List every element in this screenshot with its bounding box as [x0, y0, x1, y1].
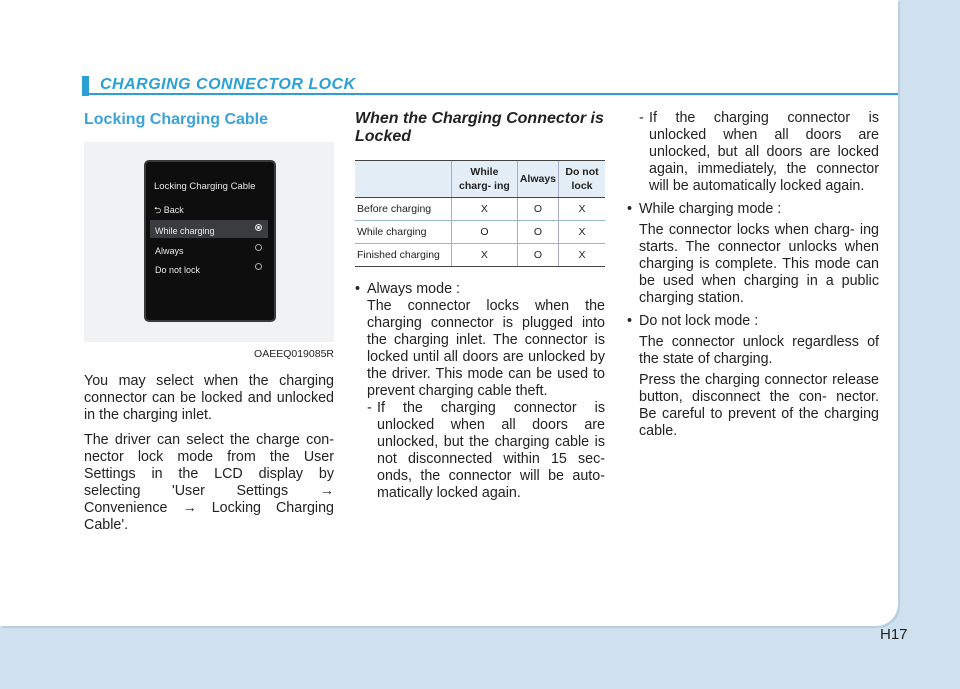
- table-row: [355, 244, 605, 267]
- page-number: H17: [880, 626, 908, 643]
- lcd-option-always[interactable]: [150, 240, 268, 258]
- table-cell: Before charging: [355, 198, 452, 221]
- table-row: [355, 221, 605, 244]
- table-cell: Finished charging: [355, 244, 452, 267]
- dash-text: If the charging connector is unlocked when all doors are unlocked, but all doors are locked again, immediately, the connector will be automatically locked again.: [649, 110, 879, 194]
- radio-empty-icon: [255, 263, 262, 270]
- radio-empty-icon: [255, 244, 262, 251]
- table-row: [355, 198, 605, 221]
- heading-locking-charging-cable: Locking Charging Cable: [84, 111, 269, 128]
- bullet-do-not-lock-mode: • Do not lock mode :: [627, 313, 879, 330]
- table-header-cell: While charg- ing: [452, 161, 518, 198]
- lcd-option-while-charging[interactable]: [150, 220, 268, 238]
- lcd-screen-figure: [84, 142, 334, 342]
- lcd-option-do-not-lock[interactable]: [150, 259, 268, 277]
- lock-mode-table: [355, 160, 605, 267]
- bullet-always-mode: • Always mode :: [355, 281, 605, 298]
- column-middle: [355, 110, 605, 502]
- dash-item: - If the charging connector is unlocked when all doors are unlocked, but all doors are locked again, immediately, the connector will be automatically locked again.: [639, 110, 879, 194]
- table-cell: O: [517, 221, 558, 244]
- header-rule: [82, 93, 898, 95]
- paragraph: Press the charging connector release button, disconnect the con- nector. Be careful to prevent of the charging cable.: [639, 372, 879, 439]
- table-cell: X: [452, 198, 518, 221]
- section-header: [82, 76, 898, 96]
- paragraph: The driver can select the charge con- nector lock mode from the User Settings in the LCD display by selecting 'User Settings → Convenience → Locking Charging Cable'.: [84, 432, 334, 533]
- column-right: [627, 110, 879, 440]
- heading-when-locked: When the Charging Connector is Locked: [355, 110, 604, 145]
- table-cell: O: [517, 198, 558, 221]
- column-left: [84, 110, 334, 542]
- paragraph: You may select when the charging connector can be locked and unlocked in the charging inlet.: [84, 373, 334, 423]
- paragraph: The connector locks when the charging connector is plugged into the charging inlet. The connector is locked until all doors are unlocked by the driver. This mode can be used to prevent charging cable theft.: [367, 298, 605, 399]
- table-header-cell: [355, 161, 452, 198]
- table-cell: X: [559, 198, 605, 221]
- figure-code: OAEEQ019085R: [254, 348, 334, 360]
- dash-item: - If the charging connector is unlocked when all doors are unlocked, but the charging cable is not disconnected within 15 sec- onds, the connector will be auto- matically locked again.: [367, 400, 605, 501]
- table-header-cell: Do not lock: [559, 161, 605, 198]
- table-header-cell: Always: [517, 161, 558, 198]
- option-label: While charging: [155, 226, 215, 236]
- section-title: CHARGING CONNECTOR LOCK: [100, 76, 356, 93]
- table-header-row: [355, 161, 605, 198]
- bullet-while-charging-mode: • While charging mode :: [627, 201, 879, 218]
- paragraph: The connector locks when charg- ing starts. The connector unlocks when charging is complete. This mode can be used when charging in a public charging station.: [639, 222, 879, 306]
- paragraph: The connector unlock regardless of the state of charging.: [639, 334, 879, 367]
- table-cell: O: [452, 221, 518, 244]
- lcd-back-button[interactable]: ⮌ Back: [154, 205, 184, 215]
- option-label: Always: [155, 246, 184, 256]
- lcd-display: [144, 160, 276, 322]
- dash-text: If the charging connector is unlocked when all doors are unlocked, but the charging cable is not disconnected within 15 sec- onds, the connector will be auto- matically locked again.: [377, 400, 605, 501]
- table-cell: X: [452, 244, 518, 267]
- table-cell: X: [559, 244, 605, 267]
- table-cell: While charging: [355, 221, 452, 244]
- table-cell: X: [559, 221, 605, 244]
- option-label: Do not lock: [155, 265, 201, 275]
- lcd-title: Locking Charging Cable: [154, 181, 256, 192]
- radio-selected-icon: [255, 224, 262, 231]
- table-cell: O: [517, 244, 558, 267]
